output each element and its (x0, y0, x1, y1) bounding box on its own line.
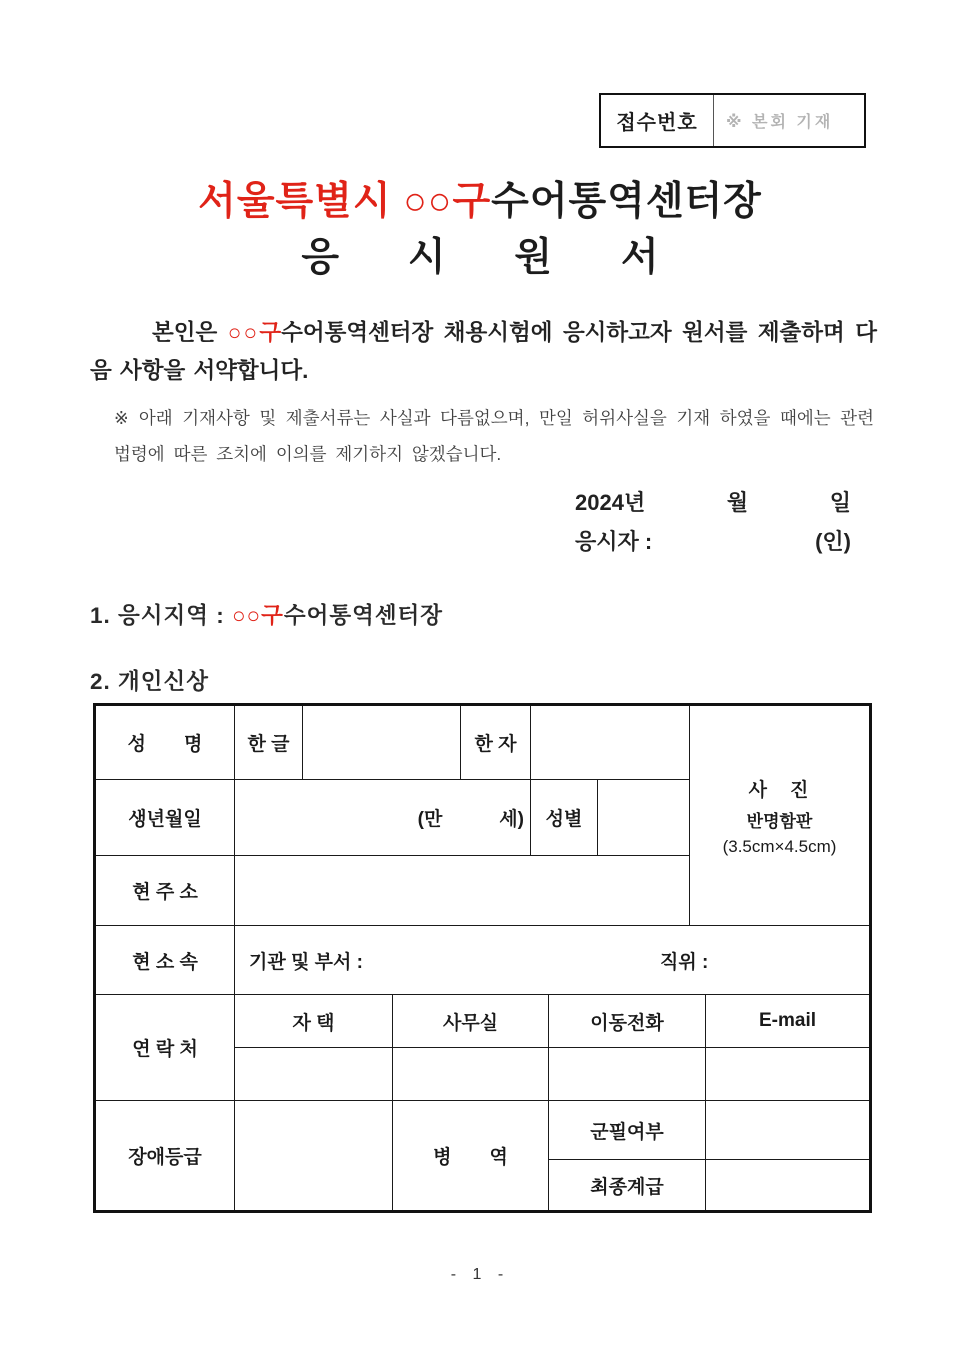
seal-mark: (인) (815, 529, 851, 554)
receipt-number-label: 접수번호 (601, 95, 714, 146)
gender-value-cell (598, 780, 690, 856)
affiliation-label-cell: 현 소 속 (96, 926, 235, 995)
pledge-rest: 수어통역센터장 채용시험에 응시하고자 원서를 제출하며 다음 사항을 서약합니다. (90, 320, 877, 383)
address-value-cell (235, 856, 690, 926)
pledge-note: ※ 아래 기재사항 및 제출서류는 사실과 다름없으며, 만일 허위사실을 기재 하였을 때에는 관련 법령에 따른 조치에 이의를 제기하지 않겠습니다. (114, 408, 874, 464)
photo-size-note: (3.5cm×4.5cm) (722, 836, 837, 856)
form-title-line2: 응 시 원 서 (301, 236, 659, 279)
pledge-district-red: ○○구 (227, 320, 282, 345)
section1-rest: 수어통역센터장 (283, 603, 444, 628)
home-phone-value-cell (235, 1048, 393, 1101)
disability-grade-value-cell (235, 1101, 393, 1210)
final-rank-value-cell (706, 1160, 869, 1210)
applicant-label: 응시자 : (575, 529, 653, 554)
contact-label-cell: 연 락 처 (96, 995, 235, 1101)
email-value-cell (706, 1048, 869, 1101)
date-month: 월 (726, 490, 749, 515)
hanja-value-cell (531, 706, 690, 780)
applicant-row (575, 525, 851, 556)
position-label: 직위 : (660, 951, 709, 973)
office-phone-header-cell: 사무실 (393, 995, 549, 1048)
mobile-phone-header-cell: 이동전화 (549, 995, 706, 1048)
home-phone-header-cell: 자 택 (235, 995, 393, 1048)
page-number: - 1 - (450, 1266, 510, 1283)
pledge-paragraph (90, 314, 877, 390)
gender-label-cell: 성별 (531, 780, 598, 856)
form-title-line1 (0, 170, 960, 226)
section-personal-info: 2. 개인신상 (90, 669, 209, 694)
personal-info-table (93, 703, 872, 1213)
final-rank-label-cell: 최종계급 (549, 1160, 706, 1210)
mobile-phone-value-cell (549, 1048, 706, 1101)
military-service-value-cell (706, 1101, 869, 1160)
affiliation-value-cell (235, 926, 869, 995)
date-year: 2024년 (575, 490, 646, 515)
receipt-number-note: ※ 본회 기재 (726, 114, 834, 131)
disability-grade-label-cell: 장애등급 (96, 1101, 235, 1210)
birthdate-value-cell: (만 세) (235, 780, 531, 856)
office-phone-value-cell (393, 1048, 549, 1101)
military-service-label-cell: 군필여부 (549, 1101, 706, 1160)
date-row (575, 486, 851, 517)
receipt-number-box (599, 93, 866, 148)
photo-title: 사 진 (748, 779, 811, 801)
military-label-cell: 병 역 (393, 1101, 549, 1210)
pledge-prefix: 본인은 (152, 320, 228, 345)
title-region-text: 서울특별시 ○○구 (198, 180, 492, 223)
section-exam-region (90, 598, 443, 630)
photo-box-cell (690, 706, 869, 926)
section1-district-red: ○○구 (231, 603, 284, 628)
name-label-cell: 성 명 (96, 706, 235, 780)
hanja-label-cell: 한 자 (461, 706, 531, 780)
date-day: 일 (829, 490, 851, 515)
section1-prefix: 1. 응시지역 : (90, 603, 232, 628)
email-header-cell: E-mail (706, 995, 869, 1048)
signature-block (575, 486, 851, 564)
hangul-value-cell (303, 706, 461, 780)
photo-subtitle: 반명함판 (746, 811, 813, 831)
org-dept-label: 기관 및 부서 : (249, 951, 363, 973)
birthdate-label-cell: 생년월일 (96, 780, 235, 856)
hangul-label-cell: 한 글 (235, 706, 303, 780)
title-center-text: 수어통역센터장 (491, 180, 762, 223)
address-label-cell: 현 주 소 (96, 856, 235, 926)
